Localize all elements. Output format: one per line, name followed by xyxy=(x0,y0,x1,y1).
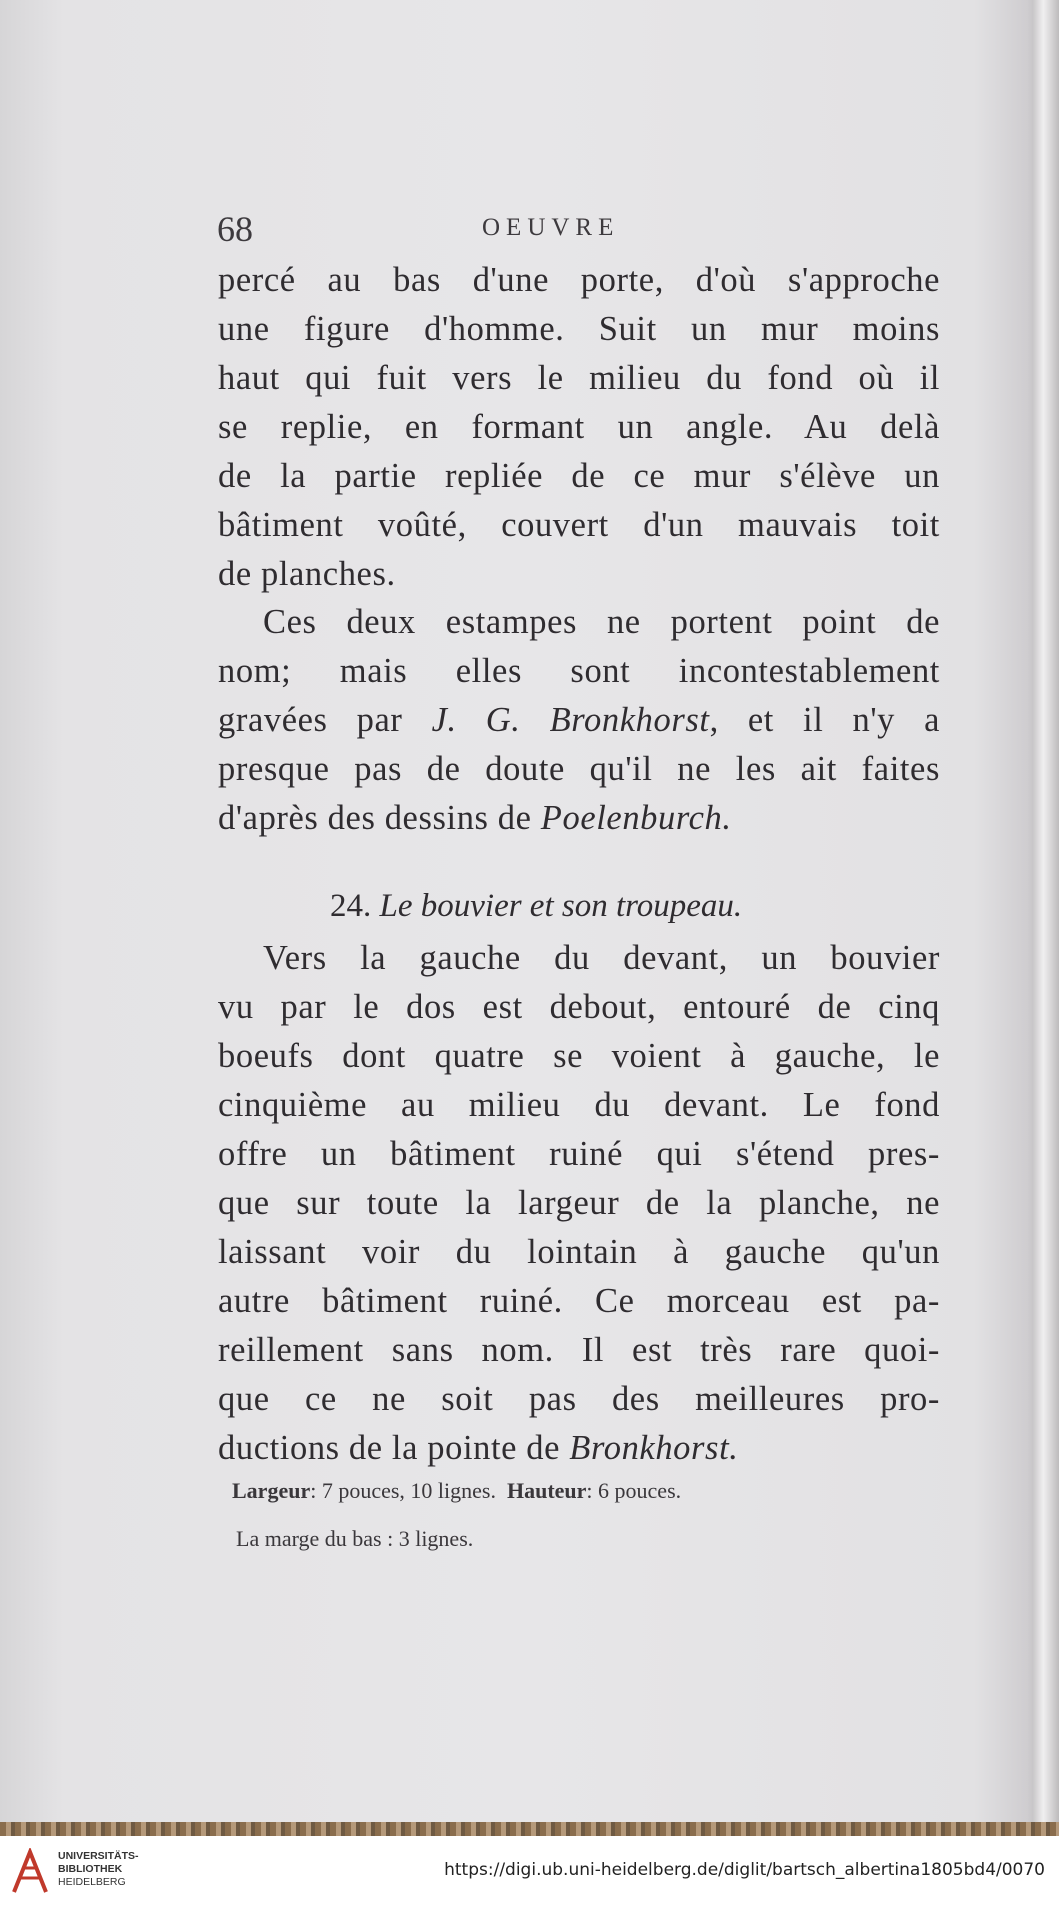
dimension-value: : 7 pouces, 10 lignes. xyxy=(310,1478,496,1503)
text-line: de planches. xyxy=(218,555,396,593)
section-heading xyxy=(330,888,742,925)
library-name-line: BIBLIOTHEK xyxy=(58,1863,123,1875)
page-number: 68 xyxy=(217,209,253,249)
permalink[interactable]: https://digi.ub.uni-heidelberg.de/diglit/bartsch_albertina1805bd4/0070 xyxy=(444,1860,1045,1880)
library-name-line: HEIDELBERG xyxy=(58,1876,126,1888)
text-line xyxy=(218,696,940,745)
library-logo-icon xyxy=(10,1848,50,1896)
text-line: boeufs dont quatre se voient à gauche, le xyxy=(218,1037,940,1075)
running-head: OEUVRE xyxy=(482,214,620,241)
text-line: percé au bas d'une porte, d'où s'approche xyxy=(218,261,940,299)
artist-name: Poelenburch. xyxy=(540,799,732,837)
artist-name: J. G. Bronkhorst xyxy=(431,701,710,739)
page-header xyxy=(217,208,937,248)
section-title: Le bouvier et son troupeau. xyxy=(379,888,743,924)
text-line: nom; mais elles sont incontestablement xyxy=(218,652,940,690)
text-line: une figure d'homme. Suit un mur moins xyxy=(218,310,940,348)
text-line xyxy=(218,794,940,843)
dimensions-line xyxy=(232,1478,940,1504)
artist-name: Bronkhorst. xyxy=(569,1429,739,1467)
text-line: de la partie repliée de ce mur s'élève un xyxy=(218,457,940,495)
text-line: reillement sans nom. Il est très rare quoi- xyxy=(218,1331,940,1369)
dimension-label: Largeur xyxy=(232,1478,311,1503)
text-line: que ce ne soit pas des meilleures pro- xyxy=(218,1380,940,1418)
text-run: ductions de la pointe de xyxy=(218,1429,570,1467)
text-line: que sur toute la largeur de la planche, ne xyxy=(218,1184,940,1222)
text-line: se replie, en formant un angle. Au delà xyxy=(218,408,940,446)
text-line: Ces deux estampes ne portent point de xyxy=(263,603,940,641)
text-run: d'après des dessins de xyxy=(218,799,541,837)
text-line: presque pas de doute qu'il ne les ait faites xyxy=(218,750,940,788)
dimension-value: : 6 pouces. xyxy=(586,1478,682,1503)
section-number: 24. xyxy=(330,888,372,924)
text-line: haut qui fuit vers le milieu du fond où il xyxy=(218,359,940,397)
viewer-footer xyxy=(0,1836,1059,1909)
text-line: vu par le dos est debout, entouré de cinq xyxy=(218,988,940,1026)
text-line: cinquième au milieu du devant. Le fond xyxy=(218,1086,940,1124)
library-name-line: UNIVERSITÄTS- xyxy=(58,1850,139,1862)
paragraph-1 xyxy=(218,256,940,599)
paragraph-2 xyxy=(218,598,940,843)
text-run: gravées par xyxy=(218,701,432,739)
dimension-label: Hauteur xyxy=(506,1478,587,1503)
text-line xyxy=(218,1424,940,1473)
text-line: bâtiment voûté, couvert d'un mauvais toit xyxy=(218,506,940,544)
text-line: Vers la gauche du devant, un bouvier xyxy=(263,939,940,977)
text-line: offre un bâtiment ruiné qui s'étend pres- xyxy=(218,1135,940,1173)
paragraph-3 xyxy=(218,934,940,1473)
margin-line: La marge du bas : 3 lignes. xyxy=(236,1526,474,1551)
page-edge xyxy=(1033,0,1059,1832)
text-run: , et il n'y a xyxy=(709,701,940,739)
library-name xyxy=(58,1850,139,1889)
page-bottom-edge xyxy=(0,1822,1059,1836)
text-line: laissant voir du lointain à gauche qu'un xyxy=(218,1233,940,1271)
text-line: autre bâtiment ruiné. Ce morceau est pa- xyxy=(218,1282,940,1320)
